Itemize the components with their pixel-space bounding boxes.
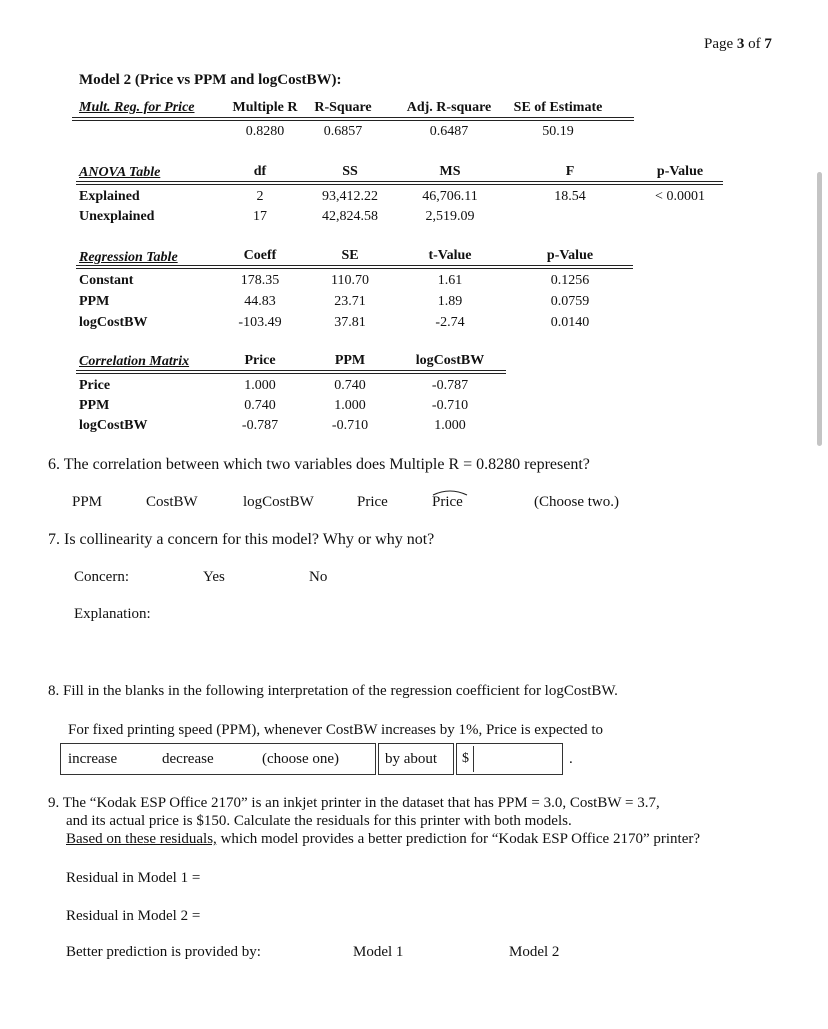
regression-row-logcostbw-p: 0.0140 xyxy=(550,315,590,330)
correlation-row-logcostbw-name: logCostBW xyxy=(79,418,148,433)
correlation-row-price-v2: 0.740 xyxy=(334,378,366,393)
page-indicator xyxy=(704,36,772,53)
regression-row-logcostbw-name: logCostBW xyxy=(79,315,148,330)
regression-row-constant-p: 0.1256 xyxy=(550,273,590,288)
mult-reg-header-se-estimate: SE of Estimate xyxy=(513,100,603,115)
mult-reg-header-multiple-r: Multiple R xyxy=(232,100,298,115)
hat-accent-icon xyxy=(432,488,468,496)
q8-option-decrease[interactable]: decrease xyxy=(162,751,214,767)
anova-row-explained-ms: 46,706.11 xyxy=(422,189,478,204)
mult-reg-value-multiple-r: 0.8280 xyxy=(245,124,285,139)
anova-row-explained-ss: 93,412.22 xyxy=(322,189,378,204)
q6-option-costbw[interactable]: CostBW xyxy=(146,494,198,510)
q8-period: . xyxy=(569,751,573,767)
correlation-header-logcostbw: logCostBW xyxy=(415,353,485,368)
regression-row-constant-t: 1.61 xyxy=(437,273,463,288)
regression-row-ppm-coeff: 44.83 xyxy=(244,294,276,309)
q8-option-increase[interactable]: increase xyxy=(68,751,118,767)
q9-line3-underlined: Based on these residuals, xyxy=(66,831,217,847)
correlation-row-ppm-v3: -0.710 xyxy=(431,398,469,413)
q8-sentence: For fixed printing speed (PPM), whenever CostBW increases by 1%, Price is expected to xyxy=(68,722,604,738)
q7-concern-label: Concern: xyxy=(74,569,129,585)
mult-reg-value-se-estimate: 50.19 xyxy=(542,124,574,139)
q9-line1: 9. The “Kodak ESP Office 2170” is an inkjet printer in the dataset that has PPM = 3.0, CostBW = 3.7, xyxy=(48,795,660,811)
model-title: Model 2 (Price vs PPM and logCostBW): xyxy=(79,72,342,88)
regression-header-coeff: Coeff xyxy=(243,248,277,263)
vertical-scrollbar[interactable] xyxy=(817,172,822,446)
correlation-row-price-name: Price xyxy=(79,378,111,393)
q6-option-logcostbw[interactable]: logCostBW xyxy=(243,494,314,510)
mult-reg-header-r-square: R-Square xyxy=(314,100,372,115)
regression-row-logcostbw-se: 37.81 xyxy=(334,315,366,330)
q7-option-yes[interactable]: Yes xyxy=(203,569,225,585)
page-label: Page xyxy=(704,36,737,52)
q9-better-label: Better prediction is provided by: xyxy=(66,944,261,960)
mult-reg-label: Mult. Reg. for Price xyxy=(79,100,195,115)
anova-header-p-value: p-Value xyxy=(656,164,704,179)
q7-option-no[interactable]: No xyxy=(309,569,328,585)
q8-dollar-sign: $ xyxy=(462,751,469,766)
correlation-row-ppm-v2: 1.000 xyxy=(334,398,366,413)
page-current: 3 xyxy=(736,36,745,52)
anova-row-explained-p: < 0.0001 xyxy=(655,189,705,204)
regression-header-se: SE xyxy=(341,248,359,263)
q6-option-ppm[interactable]: PPM xyxy=(72,494,103,510)
q9-line2: and its actual price is $150. Calculate the residuals for this printer with both models. xyxy=(66,813,572,829)
q6-option-price-hat[interactable] xyxy=(432,494,463,511)
correlation-header-price: Price xyxy=(244,353,276,368)
q9-line3 xyxy=(66,831,700,848)
anova-label: ANOVA Table xyxy=(79,165,161,180)
anova-header-ms: MS xyxy=(439,164,461,179)
anova-row-unexplained-ms: 2,519.09 xyxy=(425,209,475,224)
anova-header-f: F xyxy=(565,164,575,179)
correlation-row-ppm-name: PPM xyxy=(79,398,110,413)
regression-label: Regression Table xyxy=(79,250,178,265)
regression-header-p-value: p-Value xyxy=(546,248,594,263)
regression-row-logcostbw-coeff: -103.49 xyxy=(238,315,282,330)
anova-row-unexplained-ss: 42,824.58 xyxy=(322,209,378,224)
anova-row-unexplained-df: 17 xyxy=(253,209,267,224)
correlation-row-ppm-v1: 0.740 xyxy=(244,398,276,413)
regression-row-constant-name: Constant xyxy=(79,273,134,288)
q8-by-about-label: by about xyxy=(385,751,438,767)
correlation-header-ppm: PPM xyxy=(334,353,366,368)
regression-row-constant-coeff: 178.35 xyxy=(240,273,280,288)
anova-row-unexplained-name: Unexplained xyxy=(79,209,155,224)
anova-header-df: df xyxy=(253,164,267,179)
mult-reg-value-r-square: 0.6857 xyxy=(323,124,363,139)
page-total: 7 xyxy=(764,36,772,52)
q6-question: 6. The correlation between which two variables does Multiple R = 0.8280 represent? xyxy=(48,456,590,473)
correlation-row-price-v3: -0.787 xyxy=(431,378,469,393)
q9-option-model2[interactable]: Model 2 xyxy=(509,944,560,960)
regression-row-ppm-p: 0.0759 xyxy=(550,294,590,309)
correlation-row-price-v1: 1.000 xyxy=(244,378,276,393)
correlation-row-logcostbw-v1: -0.787 xyxy=(241,418,279,433)
mult-reg-header-adj-r-square: Adj. R-square xyxy=(406,100,492,115)
regression-row-constant-se: 110.70 xyxy=(331,273,369,288)
q6-option-price[interactable]: Price xyxy=(357,494,388,510)
q7-explanation-label: Explanation: xyxy=(74,606,151,622)
regression-row-ppm-se: 23.71 xyxy=(334,294,366,309)
price-hat-wrapper xyxy=(432,494,463,511)
anova-row-explained-name: Explained xyxy=(79,189,140,204)
anova-row-explained-df: 2 xyxy=(256,189,264,204)
correlation-row-logcostbw-v3: 1.000 xyxy=(434,418,466,433)
regression-row-ppm-name: PPM xyxy=(79,294,110,309)
q8-dollar-divider xyxy=(473,746,474,772)
regression-row-logcostbw-t: -2.74 xyxy=(435,315,465,330)
regression-header-t-value: t-Value xyxy=(428,248,472,263)
page-of: of xyxy=(744,36,765,52)
anova-header-ss: SS xyxy=(342,164,358,179)
mult-reg-value-adj-r-square: 0.6487 xyxy=(429,124,469,139)
q9-option-model1[interactable]: Model 1 xyxy=(353,944,404,960)
regression-row-ppm-t: 1.89 xyxy=(437,294,463,309)
q9-line3-rest: which model provides a better prediction for “Kodak ESP Office 2170” printer? xyxy=(216,831,700,847)
q9-residual1-label: Residual in Model 1 = xyxy=(66,870,201,886)
q6-hint: (Choose two.) xyxy=(534,494,619,510)
q9-residual2-label: Residual in Model 2 = xyxy=(66,908,201,924)
correlation-row-logcostbw-v2: -0.710 xyxy=(331,418,369,433)
q7-question: 7. Is collinearity a concern for this model? Why or why not? xyxy=(48,531,435,548)
anova-row-explained-f: 18.54 xyxy=(554,189,586,204)
q8-choose-one: (choose one) xyxy=(262,751,340,767)
q8-question: 8. Fill in the blanks in the following interpretation of the regression coefficient for logCostBW. xyxy=(48,683,618,699)
correlation-label: Correlation Matrix xyxy=(79,354,190,369)
q6-option-price-hat-label: Price xyxy=(432,494,463,510)
